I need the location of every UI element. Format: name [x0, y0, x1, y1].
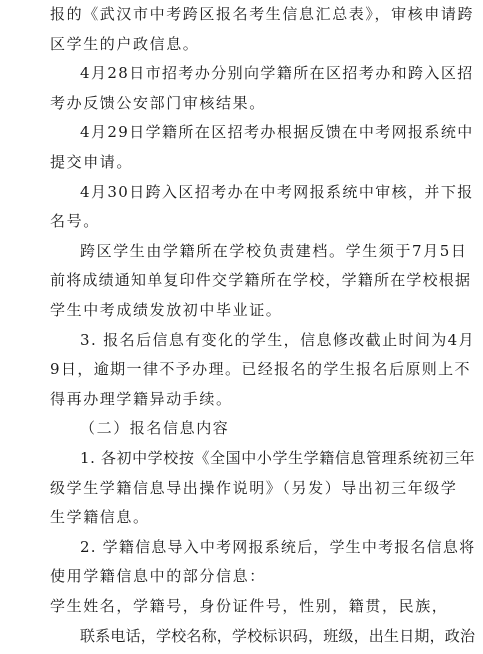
text-line: 考办反馈公安部门审核结果。	[50, 93, 266, 112]
text-line: 使用学籍信息中的部分信息：	[50, 567, 266, 586]
text-line: 报的《武汉市中考跨区报名考生信息汇总表》，审核申请跨	[50, 5, 475, 23]
text-line: 9日，逾期一律不予办理。已经报名的学生报名后原则上不	[50, 360, 471, 379]
text-line: 区学生的户政信息。	[50, 34, 200, 53]
text-line: 1. 各初中学校按《全国中小学生学籍信息管理系统初三年	[80, 449, 476, 467]
text-line: 4月28日市招考办分别向学籍所在区招考办和跨入区招	[80, 64, 474, 83]
text-line: 3. 报名后信息有变化的学生，信息修改截止时间为4月	[80, 330, 476, 349]
text-line: 前将成绩通知单复印件交学籍所在学校，学籍所在学校根据	[50, 271, 472, 290]
text-line: 名号。	[50, 212, 100, 231]
text-line: 提交申请。	[50, 153, 134, 171]
text-line: 生学籍信息。	[50, 508, 150, 527]
text-line: 4月29日学籍所在区招考办根据反馈在中考网报系统中	[80, 123, 474, 142]
text-line: 学生姓名，学籍号，身份证件号，性别，籍贯，民族，	[50, 597, 449, 615]
section-heading: （二）报名信息内容	[80, 419, 230, 438]
text-line: 跨区学生由学籍所在学校负责建档。学生须于7月5日	[80, 241, 468, 260]
text-line: 得再办理学籍异动手续。	[50, 389, 233, 408]
text-line: 4月30日跨入区招考办在中考网报系统中审核，并下报	[80, 182, 474, 201]
text-line: 学生中考成绩发放初中毕业证。	[50, 301, 283, 319]
text-line: 联系电话，学校名称，学校标识码，班级，出生日期，政治	[80, 626, 476, 645]
text-line: 级学生学籍信息导出操作说明》（另发）导出初三年级学	[50, 478, 458, 497]
text-line: 2. 学籍信息导入中考网报系统后，学生中考报名信息将	[80, 537, 476, 556]
